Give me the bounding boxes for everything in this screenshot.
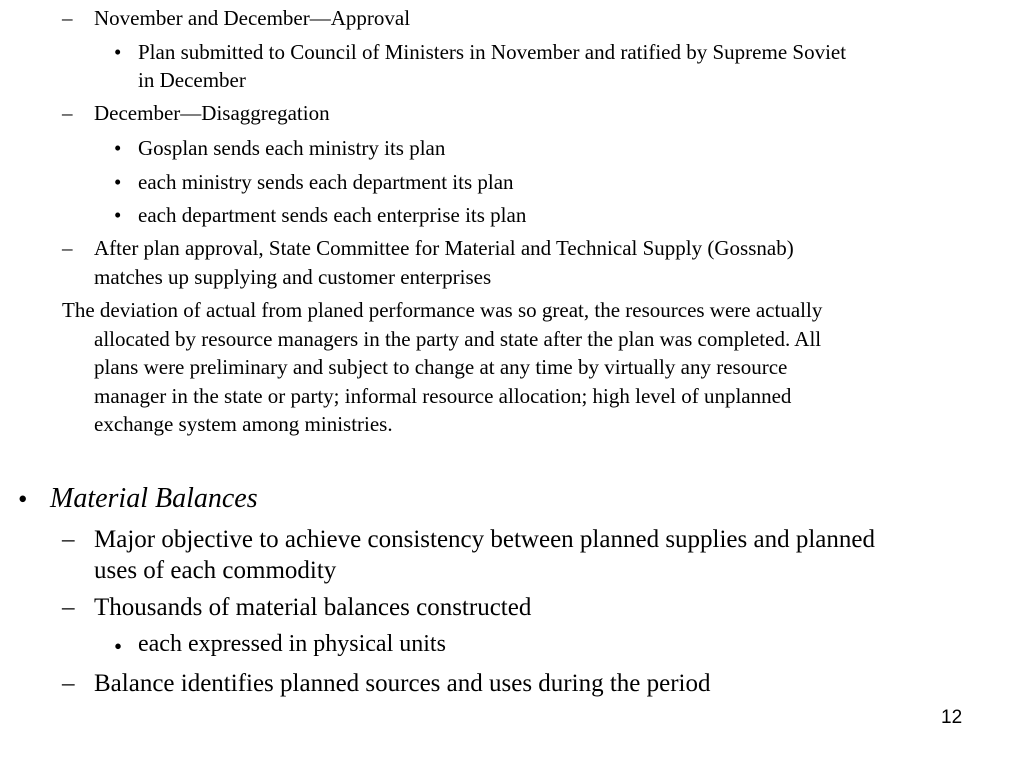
bullet-marker: • [114, 40, 122, 64]
section-heading-material-balances: Material Balances [50, 483, 258, 514]
bullet-ministry: each ministry sends each department its plan [138, 170, 514, 194]
paragraph-line: allocated by resource managers in the party and state after the plan was completed. All [94, 326, 822, 351]
item-thousands-of-balances: Thousands of material balances constructed [94, 594, 532, 621]
bullet-department: each department sends each enterprise its plan [138, 203, 527, 227]
dash-marker: – [62, 526, 75, 553]
dash-marker: – [62, 594, 75, 621]
bullet-council-of-ministers-cont: in December [138, 68, 246, 92]
item-major-objective-cont: uses of each commodity [94, 557, 337, 584]
paragraph-line: manager in the state or party; informal resource allocation; high level of unplanned [94, 383, 792, 408]
dash-marker: – [62, 101, 73, 125]
bullet-physical-units: each expressed in physical units [138, 631, 446, 657]
bullet-marker: • [114, 170, 122, 194]
item-balance-identifies: Balance identifies planned sources and uses during the period [94, 670, 711, 697]
dash-marker: – [62, 236, 73, 260]
item-december-disaggregation: December—Disaggregation [94, 101, 330, 125]
item-after-plan-approval-cont: matches up supplying and customer enterprises [94, 265, 492, 289]
bullet-marker: • [114, 203, 122, 227]
bullet-marker: • [114, 634, 123, 659]
paragraph-line: exchange system among ministries. [94, 412, 393, 436]
page-number: 12 [941, 707, 963, 728]
item-nov-dec-approval: November and December—Approval [94, 6, 411, 30]
paragraph-line: The deviation of actual from planed performance was so great, the resources were actually [62, 298, 823, 322]
dash-marker: – [62, 6, 73, 30]
deviation-paragraph [62, 296, 1012, 439]
item-after-plan-approval: After plan approval, State Committee for Material and Technical Supply (Gossnab) [94, 236, 794, 260]
dash-marker: – [62, 670, 75, 697]
bullet-marker: • [18, 484, 28, 514]
bullet-gosplan: Gosplan sends each ministry its plan [138, 136, 446, 160]
paragraph-line: plans were preliminary and subject to change at any time by virtually any resource [94, 355, 788, 379]
bullet-council-of-ministers: Plan submitted to Council of Ministers in November and ratified by Supreme Soviet [138, 40, 847, 64]
bullet-marker: • [114, 136, 122, 160]
item-major-objective: Major objective to achieve consistency between planned supplies and planned [94, 526, 875, 553]
